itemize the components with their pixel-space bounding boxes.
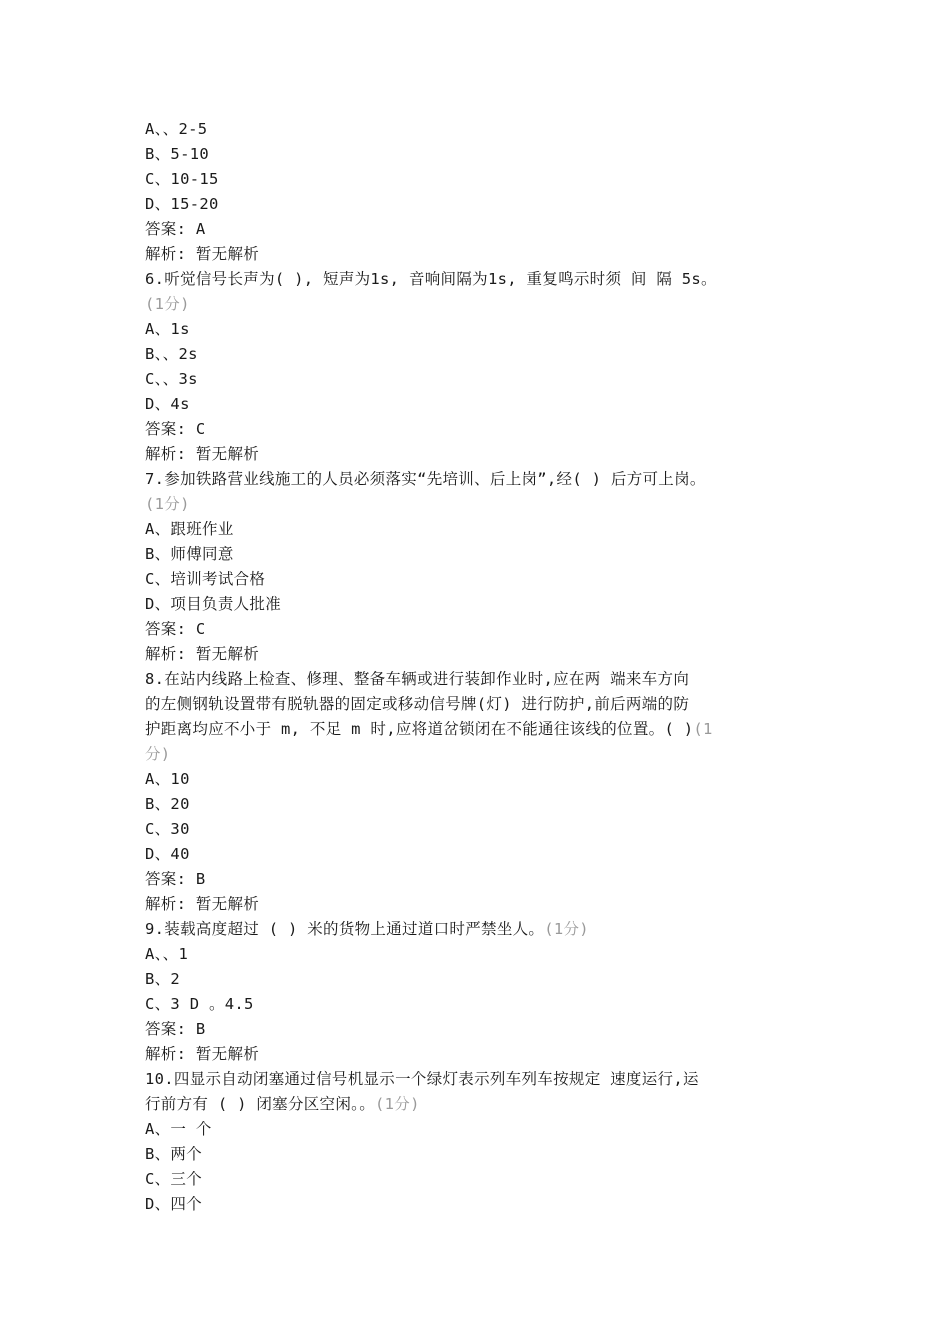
q6-option-c: C、、3s <box>145 370 198 388</box>
q10-score: (1分) <box>375 1095 420 1113</box>
q10-question-line-1: 10.四显示自动闭塞通过信号机显示一个绿灯表示列车列车按规定 速度运行,运 <box>145 1070 699 1088</box>
q6-option-b: B、、2s <box>145 345 198 363</box>
q10-question-line-2-row <box>145 1092 835 1117</box>
q7-analysis: 解析: 暂无解析 <box>145 645 260 663</box>
q10-question-line-2: 行前方有 ( ) 闭塞分区空闲。。 <box>145 1095 376 1113</box>
q8-score-part-2: 分) <box>145 745 171 763</box>
q6-option-a: A、1s <box>145 320 190 338</box>
q9-question-text: 9.装载高度超过 ( ) 米的货物上通过道口时严禁坐人。 <box>145 920 545 938</box>
q8-option-d: D、40 <box>145 845 190 863</box>
q8-score-part-1: (1 <box>693 720 713 738</box>
q7-option-b: B、师傅同意 <box>145 545 234 563</box>
q9-option-a: A、、1 <box>145 945 189 963</box>
q5-answer: 答案: A <box>145 220 206 238</box>
exam-page <box>145 117 835 1217</box>
q10-option-c: C、三个 <box>145 1170 203 1188</box>
q6-answer: 答案: C <box>145 420 206 438</box>
q7-question-text: 7.参加铁路营业线施工的人员必须落实“先培训、后上岗”,经( ) 后方可上岗。 <box>145 470 706 488</box>
q8-question-line-2: 的左侧钢轨设置带有脱轨器的固定或移动信号牌(灯) 进行防护,前后两端的防 <box>145 695 690 713</box>
q7-answer: 答案: C <box>145 620 206 638</box>
q9-answer: 答案: B <box>145 1020 206 1038</box>
q7-score: (1分) <box>145 495 190 513</box>
q5-option-a: A、、2-5 <box>145 120 208 138</box>
q7-option-c: C、培训考试合格 <box>145 570 266 588</box>
q8-option-a: A、10 <box>145 770 190 788</box>
q6-option-d: D、4s <box>145 395 190 413</box>
q8-question-line-3-text: 护距离均应不小于 m, 不足 m 时,应将道岔锁闭在不能通往该线的位置。( ) <box>145 720 694 738</box>
q5-option-b: B、5-10 <box>145 145 209 163</box>
q9-score: (1分) <box>544 920 589 938</box>
q6-score: (1分) <box>145 295 190 313</box>
q8-answer: 答案: B <box>145 870 206 888</box>
q8-option-b: B、20 <box>145 795 190 813</box>
q9-question-line <box>145 917 835 942</box>
q9-option-b: B、2 <box>145 970 181 988</box>
q8-question-line-3 <box>145 717 835 742</box>
q5-analysis: 解析: 暂无解析 <box>145 245 260 263</box>
q6-analysis: 解析: 暂无解析 <box>145 445 260 463</box>
q8-option-c: C、30 <box>145 820 190 838</box>
q10-option-b: B、两个 <box>145 1145 203 1163</box>
q8-question-line-1: 8.在站内线路上检查、修理、整备车辆或进行装卸作业时,应在两 端来车方向 <box>145 670 690 688</box>
q5-option-c: C、10-15 <box>145 170 219 188</box>
q9-option-c-d: C、3 D 。4.5 <box>145 995 254 1013</box>
q7-option-a: A、跟班作业 <box>145 520 234 538</box>
q10-option-a: A、一 个 <box>145 1120 212 1138</box>
q9-analysis: 解析: 暂无解析 <box>145 1045 260 1063</box>
q5-option-d: D、15-20 <box>145 195 219 213</box>
q10-option-d: D、四个 <box>145 1195 203 1213</box>
q7-option-d: D、项目负责人批准 <box>145 595 282 613</box>
q8-analysis: 解析: 暂无解析 <box>145 895 260 913</box>
q6-question-text: 6.听觉信号长声为( ), 短声为1s, 音响间隔为1s, 重复鸣示时须 间 隔 5s。 <box>145 270 717 288</box>
